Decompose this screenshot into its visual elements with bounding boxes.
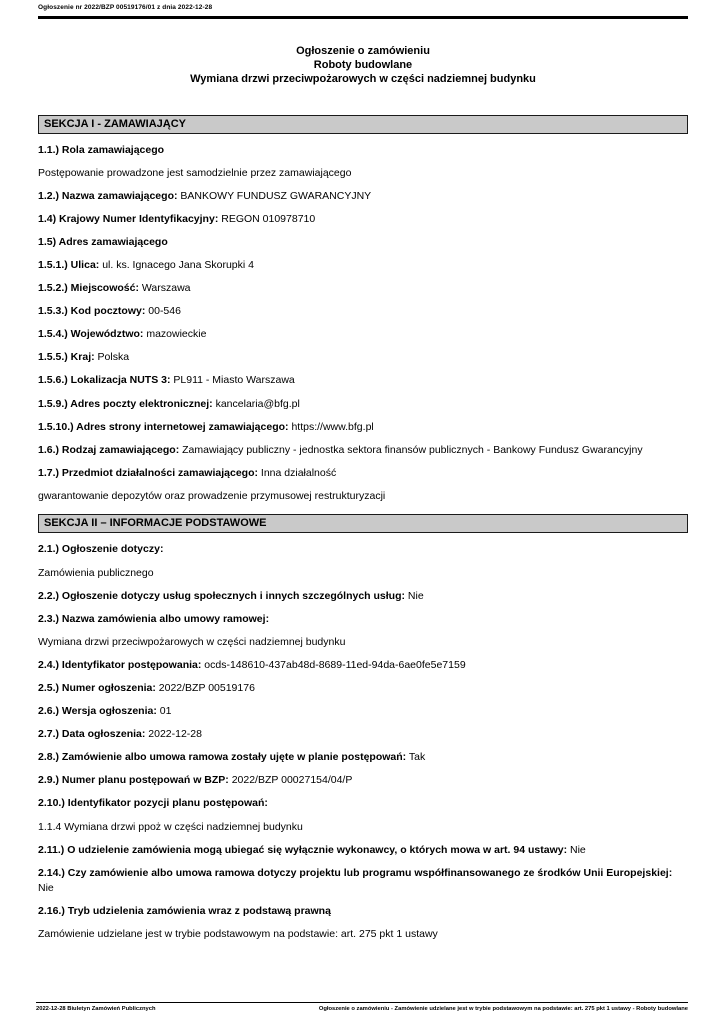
title-line-category: Roboty budowlane [313, 58, 413, 71]
section-2-heading: SEKCJA II – INFORMACJE PODSTAWOWE [44, 517, 267, 530]
field-2-6-wersja [38, 704, 688, 720]
page-footer [36, 1002, 688, 1012]
field-1-4-regon [38, 212, 688, 228]
field-label: 1.2.) Nazwa zamawiającego: [38, 189, 178, 202]
text-postepowanie [38, 166, 688, 182]
field-label: 2.1.) Ogłoszenie dotyczy: [38, 543, 164, 556]
field-value: Nie [567, 843, 586, 856]
field-1-5-10-www [38, 420, 688, 436]
field-value: 2022/BZP 00519176 [155, 681, 255, 694]
field-label: 1.5.10.) Adres strony internetowej zamawiającego: [38, 420, 289, 433]
field-1-7-przedmiot [38, 466, 688, 482]
field-value: kancelaria@bfg.pl [212, 397, 300, 410]
field-label: 1.6.) Rodzaj zamawiającego: [38, 443, 180, 456]
field-1-2-nazwa [38, 189, 688, 205]
title-line-subject: Wymiana drzwi przeciwpożarowych w części nadziemnej budynku [190, 72, 536, 85]
field-label: 1.5.5.) Kraj: [38, 351, 95, 364]
field-value: BANKOWY FUNDUSZ GWARANCYJNY [177, 189, 372, 202]
field-value: 00-546 [145, 305, 181, 318]
field-1-6-rodzaj [38, 443, 688, 459]
text-tryb-podstawowy [38, 927, 688, 943]
field-1-5-9-email [38, 397, 688, 413]
field-value: Postępowanie prowadzone jest samodzielnie przez zamawiającego [38, 166, 352, 179]
field-value: ul. ks. Ignacego Jana Skorupki 4 [99, 258, 254, 271]
field-2-16-tryb-heading [38, 904, 688, 920]
field-value: mazowieckie [143, 328, 207, 341]
field-label: 1.5.6.) Lokalizacja NUTS 3: [38, 374, 171, 387]
field-2-10-pozycja-heading [38, 796, 688, 812]
field-2-4-identyfikator [38, 658, 688, 674]
field-value: Polska [94, 351, 130, 364]
footer-right: Ogłoszenie o zamówieniu - Zamówienie udzielane jest w trybie podstawowym na podstawie: art. 275 pkt 1 ustawy - Roboty budowlane [318, 1006, 688, 1012]
field-label: 1.5) Adres zamawiającego [38, 235, 168, 248]
page-header-note: Ogłoszenie nr 2022/BZP 00519176/01 z dnia 2022-12-28 [38, 4, 213, 11]
field-label: 2.8.) Zamówienie albo umowa ramowa zostały ujęte w planie postępowań: [38, 751, 407, 764]
field-2-9-numer-planu [38, 773, 688, 789]
field-2-8-plan [38, 750, 688, 766]
field-label: 2.9.) Numer planu postępowań w BZP: [38, 774, 229, 787]
field-2-5-numer-ogloszenia [38, 681, 688, 697]
field-1-5-6-nuts [38, 373, 688, 389]
field-value: Zamówienie udzielane jest w trybie podstawowym na podstawie: art. 275 pkt 1 ustawy [38, 928, 438, 941]
field-label: 2.10.) Identyfikator pozycji planu postępowań: [38, 797, 268, 810]
field-label: 2.5.) Numer ogłoszenia: [38, 681, 156, 694]
section-1-body [38, 143, 688, 505]
field-1-5-3-kod-pocztowy [38, 304, 688, 320]
field-label: 2.2.) Ogłoszenie dotyczy usług społecznych i innych szczególnych usług: [38, 589, 405, 602]
field-value: Inna działalność [258, 466, 337, 479]
field-value: ocds-148610-437ab48d-8689-11ed-94da-6ae0fe5e7159 [201, 658, 466, 671]
section-1-heading-bar [38, 115, 688, 134]
field-label: 1.5.3.) Kod pocztowy: [38, 305, 146, 318]
field-1-5-2-miejscowosc [38, 281, 688, 297]
field-label: 1.1.) Rola zamawiającego [38, 143, 165, 156]
field-value: 2022/BZP 00027154/04/P [228, 774, 353, 787]
field-value: gwarantowanie depozytów oraz prowadzenie przymusowej restrukturyzacji [38, 489, 386, 502]
header-rule [38, 16, 688, 19]
section-2-heading-bar [38, 514, 688, 533]
field-1-5-4-wojewodztwo [38, 327, 688, 343]
field-2-7-data [38, 727, 688, 743]
field-1-1-rola [38, 143, 688, 159]
document-title [38, 44, 688, 86]
field-label: 2.4.) Identyfikator postępowania: [38, 658, 202, 671]
field-value: 2022-12-28 [145, 728, 202, 741]
field-label: 2.14.) Czy zamówienie albo umowa ramowa dotyczy projektu lub programu współfinansowanego ze środków Unii Europejskiej: [38, 866, 673, 879]
text-gwarantowanie [38, 489, 688, 505]
field-value: Nie [405, 589, 424, 602]
text-nazwa-zamowienia [38, 635, 688, 651]
field-1-5-adres-heading [38, 235, 688, 251]
field-label: 1.4) Krajowy Numer Identyfikacyjny: [38, 212, 219, 225]
field-1-5-5-kraj [38, 350, 688, 366]
text-pozycja-planu [38, 820, 688, 836]
field-value: Nie [38, 882, 54, 895]
field-label: 1.5.4.) Województwo: [38, 328, 144, 341]
section-1-heading: SEKCJA I - ZAMAWIAJĄCY [44, 117, 186, 130]
title-line-type: Ogłoszenie o zamówieniu [296, 44, 430, 57]
field-2-11-art94 [38, 843, 688, 859]
field-label: 2.16.) Tryb udzielenia zamówienia wraz z podstawą prawną [38, 905, 331, 918]
field-value: 01 [156, 705, 172, 718]
field-value: Wymiana drzwi przeciwpożarowych w części nadziemnej budynku [38, 635, 346, 648]
field-value: Zamówienia publicznego [38, 566, 154, 579]
field-label: 1.5.1.) Ulica: [38, 258, 100, 271]
field-value: REGON 010978710 [218, 212, 316, 225]
field-2-3-nazwa-heading [38, 612, 688, 628]
text-zamowienia-publicznego [38, 566, 688, 582]
footer-left: 2022-12-28 Biuletyn Zamówień Publicznych [36, 1006, 156, 1012]
field-value: Warszawa [138, 282, 191, 295]
section-2-body [38, 542, 688, 943]
field-value: 1.1.4 Wymiana drzwi ppoż w części nadziemnej budynku [38, 820, 303, 833]
field-2-1-dotyczy-heading [38, 542, 688, 558]
field-label: 2.6.) Wersja ogłoszenia: [38, 705, 157, 718]
field-label: 1.7.) Przedmiot działalności zamawiającego: [38, 466, 258, 479]
field-value: PL911 - Miasto Warszawa [170, 374, 295, 387]
field-label: 1.5.9.) Adres poczty elektronicznej: [38, 397, 213, 410]
field-2-2-uslugi-spoleczne [38, 589, 688, 605]
field-label: 2.11.) O udzielenie zamówienia mogą ubiegać się wyłącznie wykonawcy, o których mowa w art. 94 ustawy: [38, 843, 568, 856]
field-label: 1.5.2.) Miejscowość: [38, 282, 139, 295]
field-value: Zamawiający publiczny - jednostka sektora finansów publicznych - Bankowy Fundusz Gwarancyjny [179, 443, 643, 456]
field-1-5-1-ulica [38, 258, 688, 274]
field-value: https://www.bfg.pl [288, 420, 374, 433]
field-label: 2.7.) Data ogłoszenia: [38, 728, 146, 741]
field-value: Tak [406, 751, 426, 764]
field-2-14-ue [38, 866, 688, 897]
field-label: 2.3.) Nazwa zamówienia albo umowy ramowej: [38, 612, 270, 625]
